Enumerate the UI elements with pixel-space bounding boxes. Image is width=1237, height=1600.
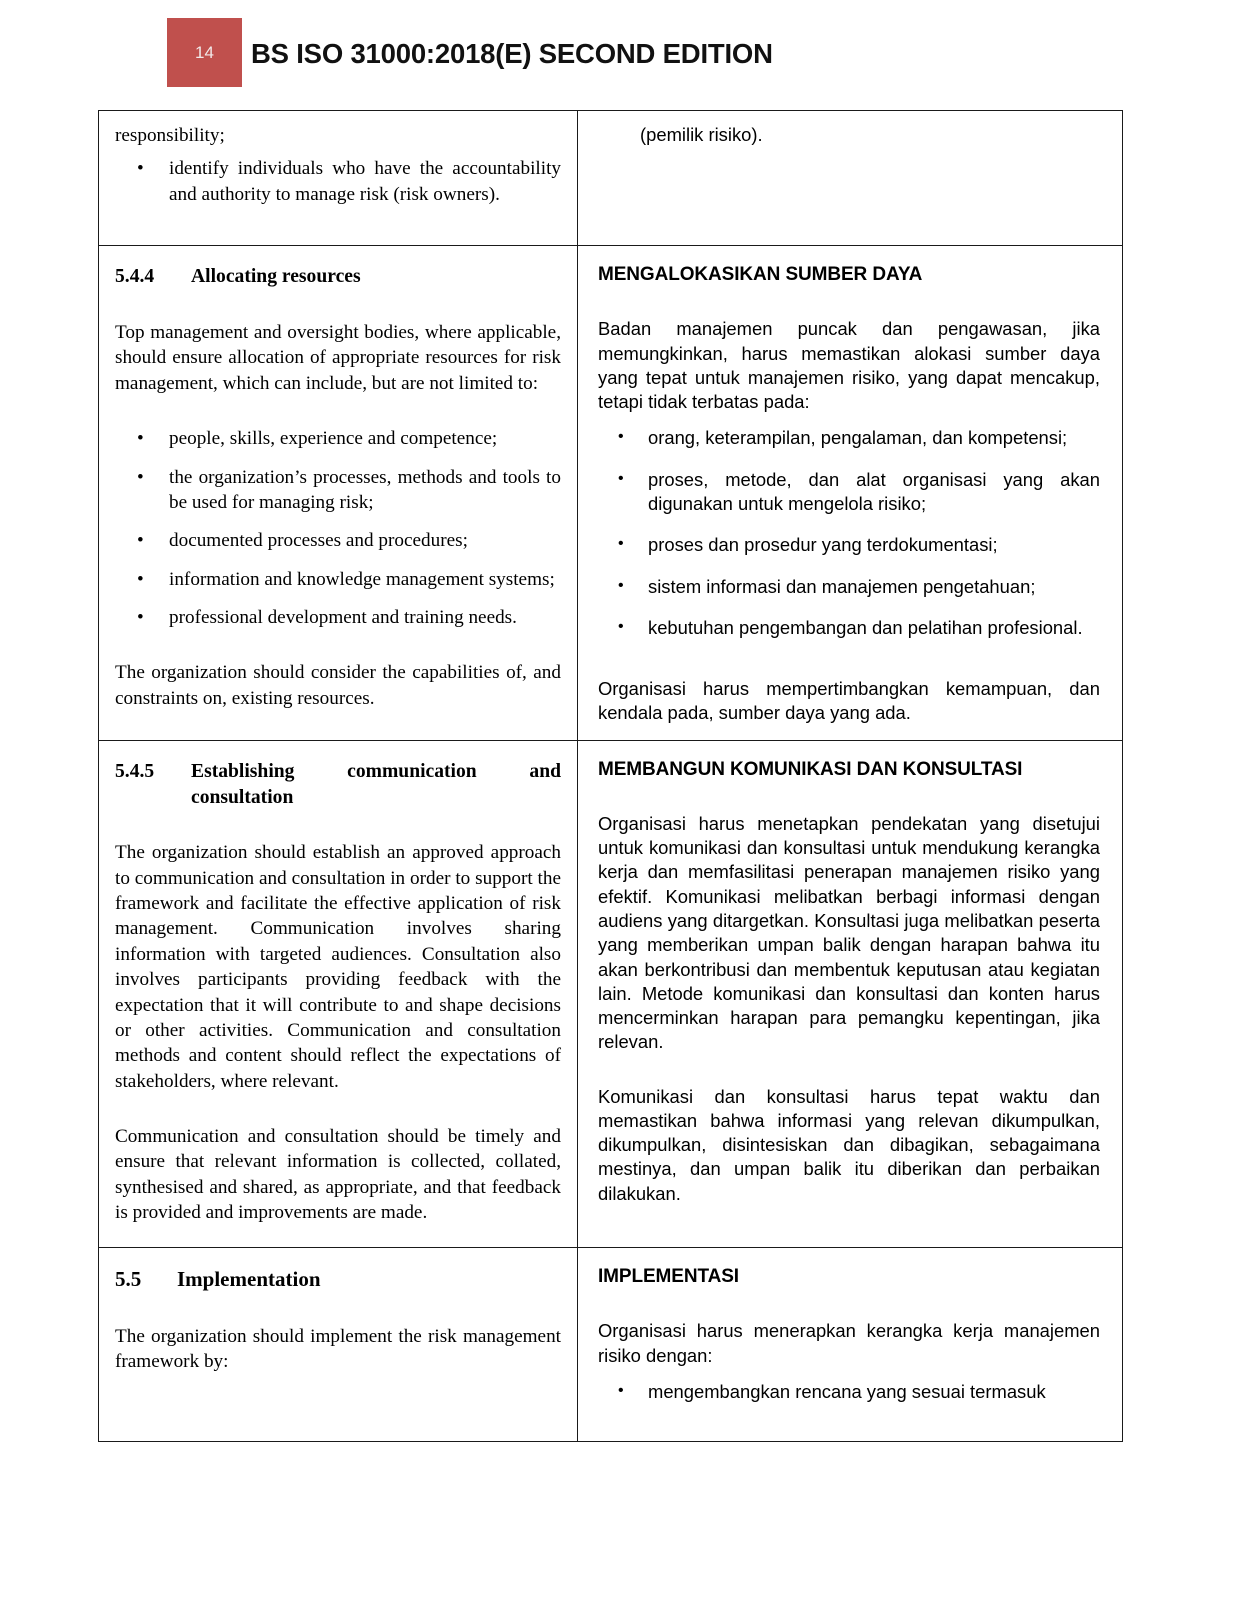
list-item-text: information and knowledge management systems; [169,568,555,590]
bullet-icon: • [137,428,144,450]
bullet-icon: • [137,158,144,180]
list-item [115,567,561,592]
table-row [99,111,1123,246]
paragraph: Badan manajemen puncak dan pengawasan, jika memungkinkan, harus memastikan alokasi sumber daya yang tepat untuk manajemen risiko, yang dapat mencakup, tetapi tidak terbatas pada: [598,318,1100,413]
list-item [598,426,1100,450]
list-item [598,616,1100,640]
list-item-text: documented processes and procedures; [169,530,468,552]
paragraph: Organisasi harus mempertimbangkan kemampuan, dan kendala pada, sumber daya yang ada. [598,678,1100,724]
paragraph: The organization should establish an approved approach to communication and consultation in order to support the framework and facilitate the effective application of risk management. Communication involves sharing information with targeted audiences. Consultation also involves participants providing feedback with the expectation that it will contribute to and shape decisions or other activities. Communication and consultation methods and content should reflect the expectations of stakeholders, where relevant. [115,842,561,1092]
table-row [99,246,1123,740]
section-title: Establishing communication and consultation [191,760,561,808]
document-title: BS ISO 31000:2018(E) SECOND EDITION [251,38,773,69]
paragraph: Organisasi harus menerapkan kerangka kerja manajemen risiko dengan: [598,1320,1100,1366]
section-number: 5.5 [115,1267,142,1292]
bullet-icon: • [137,466,144,488]
indonesian-cell-implementation [578,1248,1123,1441]
section-heading-5-4-4 [115,264,561,290]
list-item [115,465,561,516]
paragraph: The organization should implement the risk management framework by: [115,1325,561,1373]
section-number: 5.4.4 [115,266,155,288]
section-heading-id: MEMBANGUN KOMUNIKASI DAN KONSULTASI [598,758,1023,780]
bilingual-content-table [98,110,1123,1442]
bullet-icon: • [137,606,144,628]
indonesian-bullet-list [598,426,1100,640]
english-cell-continuation [99,111,578,246]
list-item-text: kebutuhan pengembangan dan pelatihan profesional. [648,616,1083,638]
list-item [115,426,561,451]
bullet-icon: • [618,535,624,553]
paragraph: Komunikasi dan konsultasi harus tepat waktu dan memastikan bahwa informasi yang relevan dikumpulkan, dikumpulkan, disintesiskan dan dibagikan, sebagaimana mestinya, dan umpan balik itu diberikan dan perbaikan dilakukan. [598,1085,1100,1204]
english-cell-implementation [99,1248,578,1441]
paragraph: Organisasi harus menetapkan pendekatan yang disetujui untuk komunikasi dan konsultasi untuk mendukung kerangka kerja dan memfasilitasi penerapan manajemen risiko yang efektif. Komunikasi melibatkan berbagi informasi dengan audiens yang ditargetkan. Konsultasi juga melibatkan peserta yang memberikan umpan balik dengan harapan bahwa itu akan berkontribusi dan membentuk keputusan atau kegiatan lain. Metode komunikasi dan konsultasi dan konten harus mencerminkan harapan para pemangku kepentingan, jika relevan. [598,812,1100,1053]
list-item-text: people, skills, experience and competence; [169,428,498,450]
list-item [115,605,561,630]
section-heading-5-4-5 [115,759,561,811]
page-header [0,0,1237,100]
list-item [598,533,1100,557]
table-row [99,740,1123,1248]
bullet-icon: • [618,1381,624,1399]
english-cell-allocating-resources [99,246,578,740]
section-heading-5-5 [115,1266,561,1294]
page-number-badge [167,18,242,87]
list-item [598,575,1100,599]
table-row [99,1248,1123,1441]
paragraph: Communication and consultation should be timely and ensure that relevant information is collected, collated, synthesised and shared, as appropriate, and that feedback is provided and improvements are made. [115,1125,561,1223]
list-item [115,156,561,207]
section-title: Implementation [177,1267,321,1292]
bullet-icon: • [618,469,624,487]
english-bullet-list [115,426,561,630]
indonesian-cell-allocating-resources [578,246,1123,740]
list-item-text: mengembangkan rencana yang sesuai termasuk [648,1380,1046,1402]
list-item-text: sistem informasi dan manajemen pengetahuan; [648,575,1036,597]
list-item-text: proses dan prosedur yang terdokumentasi; [648,534,998,556]
section-title: Allocating resources [191,266,361,288]
bullet-icon: • [618,617,624,635]
indonesian-bullet-list [598,1380,1100,1404]
english-bullet-list [115,156,561,207]
paragraph: The organization should consider the capabilities of, and constraints on, existing resources. [115,662,561,709]
bullet-icon: • [137,530,144,552]
list-item [115,528,561,553]
section-heading-id: MENGALOKASIKAN SUMBER DAYA [598,264,923,286]
list-item [598,1380,1100,1404]
continuation-lead-text-id: (pemilik risiko). [640,124,763,145]
english-cell-establishing-communication [99,740,578,1248]
indonesian-cell-continuation [578,111,1123,246]
list-item-text: proses, metode, dan alat organisasi yang akan digunakan untuk mengelola risiko; [648,468,1100,515]
section-number: 5.4.5 [115,760,155,782]
section-heading-id: IMPLEMENTASI [598,1266,739,1288]
indonesian-cell-establishing-communication [578,740,1123,1248]
list-item-text: professional development and training needs. [169,606,517,628]
list-item-text: identify individuals who have the accountability and authority to manage risk (risk owners). [169,158,561,205]
list-item-text: the organization’s processes, methods and tools to be used for managing risk; [169,466,561,513]
list-item-text: orang, keterampilan, pengalaman, dan kompetensi; [648,427,1068,449]
list-item [598,468,1100,517]
paragraph: Top management and oversight bodies, where applicable, should ensure allocation of appropriate resources for risk management, which can include, but are not limited to: [115,322,561,394]
bullet-icon: • [137,568,144,590]
continuation-lead-text: responsibility; [115,125,225,146]
bullet-icon: • [618,576,624,594]
bullet-icon: • [618,428,624,446]
page-number-label: 14 [195,43,214,62]
